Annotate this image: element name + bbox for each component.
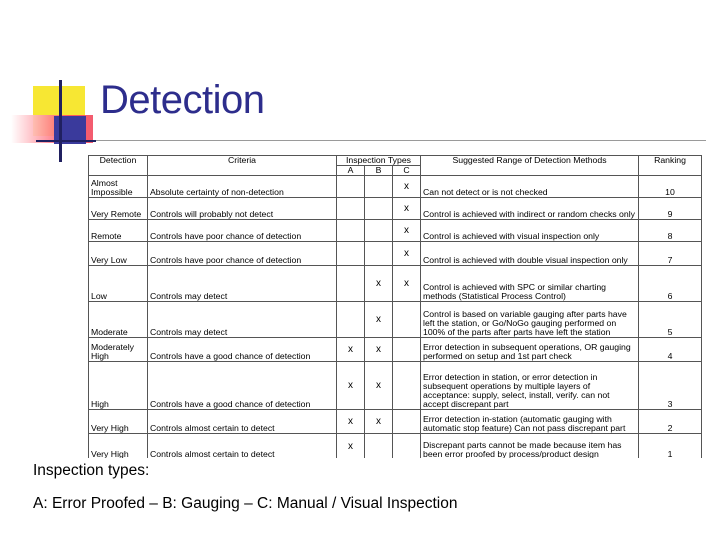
header-type-a: A (337, 166, 365, 176)
cell-type-b: x (365, 362, 393, 410)
cell-criteria: Controls have a good chance of detection (148, 362, 337, 410)
cell-detection: Very Remote (89, 198, 148, 220)
cell-rank: 9 (639, 198, 702, 220)
cell-type-a (337, 242, 365, 266)
table-row (89, 302, 702, 338)
table-row (89, 266, 702, 302)
cell-type-a: x (337, 338, 365, 362)
cell-type-b (365, 242, 393, 266)
cell-type-a (337, 302, 365, 338)
table-row (89, 338, 702, 362)
header-detection: Detection (89, 156, 148, 176)
cell-criteria: Controls almost certain to detect (148, 410, 337, 434)
cell-type-a (337, 266, 365, 302)
cell-method: Control is achieved with indirect or random checks only (421, 198, 639, 220)
cell-detection: Almost Impossible (89, 176, 148, 198)
cell-type-a: x (337, 410, 365, 434)
cell-criteria: Controls have poor chance of detection (148, 242, 337, 266)
cell-type-a: x (337, 362, 365, 410)
cell-method: Error detection in station, or error detection in subsequent operations by multiple layers of acceptance: supply, select, install, verify. can not accept discrepant part (421, 362, 639, 410)
table-body (89, 176, 702, 460)
cell-method: Control is achieved with visual inspection only (421, 220, 639, 242)
cell-rank: 8 (639, 220, 702, 242)
title-underline (36, 140, 706, 141)
cell-type-a: x (337, 434, 365, 460)
cell-detection: Low (89, 266, 148, 302)
cell-type-c (393, 362, 421, 410)
cell-type-b: x (365, 410, 393, 434)
cell-rank: 6 (639, 266, 702, 302)
cell-rank: 3 (639, 362, 702, 410)
cell-detection: Remote (89, 220, 148, 242)
cell-criteria: Controls have poor chance of detection (148, 220, 337, 242)
cell-detection: Very High (89, 410, 148, 434)
cell-method: Discrepant parts cannot be made because item has been error proofed by process/product design (421, 434, 639, 460)
title-underline-accent (36, 140, 96, 142)
table-row (89, 434, 702, 460)
cell-rank: 10 (639, 176, 702, 198)
cell-rank: 7 (639, 242, 702, 266)
table-row (89, 198, 702, 220)
cell-type-b (365, 198, 393, 220)
cell-detection: Moderate (89, 302, 148, 338)
slide-title: Detection (100, 78, 265, 122)
cell-method: Can not detect or is not checked (421, 176, 639, 198)
cell-type-b (365, 434, 393, 460)
inspection-types-legend: A: Error Proofed – B: Gauging – C: Manual / Visual Inspection (33, 495, 458, 512)
cell-type-c: x (393, 242, 421, 266)
cell-type-b (365, 176, 393, 198)
cell-criteria: Absolute certainty of non-detection (148, 176, 337, 198)
header-criteria: Criteria (148, 156, 337, 176)
cell-type-c (393, 410, 421, 434)
table-row (89, 410, 702, 434)
cell-type-b (365, 220, 393, 242)
cell-criteria: Controls will probably not detect (148, 198, 337, 220)
cell-criteria: Controls may detect (148, 266, 337, 302)
table-row (89, 242, 702, 266)
cell-type-c (393, 302, 421, 338)
table-row (89, 176, 702, 198)
cell-rank: 2 (639, 410, 702, 434)
cell-method: Error detection in subsequent operations, OR gauging performed on setup and 1st part check (421, 338, 639, 362)
cell-criteria: Controls have a good chance of detection (148, 338, 337, 362)
cell-detection: Very Low (89, 242, 148, 266)
table-row (89, 362, 702, 410)
cell-criteria: Controls almost certain to detect (148, 434, 337, 460)
cell-rank: 4 (639, 338, 702, 362)
header-type-b: B (365, 166, 393, 176)
cell-detection: Very High (89, 434, 148, 460)
header-inspection-types: Inspection Types (337, 156, 421, 166)
cell-type-a (337, 176, 365, 198)
cell-method: Control is achieved with SPC or similar charting methods (Statistical Process Control) (421, 266, 639, 302)
cell-rank: 5 (639, 302, 702, 338)
cell-detection: High (89, 362, 148, 410)
header-type-c: C (393, 166, 421, 176)
cell-method: Control is based on variable gauging after parts have left the station, or Go/NoGo gauging performed on 100% of the parts after parts have left the station (421, 302, 639, 338)
header-ranking: Ranking (639, 156, 702, 176)
inspection-types-label: Inspection types: (33, 462, 150, 479)
cell-type-c: x (393, 198, 421, 220)
cell-method: Error detection in-station (automatic gauging with automatic stop feature) Can not pass discrepant part (421, 410, 639, 434)
cell-type-c: x (393, 220, 421, 242)
detection-table (88, 155, 702, 460)
cell-type-c (393, 434, 421, 460)
cell-type-c: x (393, 266, 421, 302)
cell-type-c: x (393, 176, 421, 198)
cell-method: Control is achieved with double visual inspection only (421, 242, 639, 266)
table-row (89, 220, 702, 242)
header-methods: Suggested Range of Detection Methods (421, 156, 639, 176)
cell-criteria: Controls may detect (148, 302, 337, 338)
decor-vertical-line (59, 80, 62, 162)
cell-detection: Moderately High (89, 338, 148, 362)
cell-type-b: x (365, 302, 393, 338)
table-header-row (89, 156, 702, 166)
cell-type-a (337, 198, 365, 220)
cell-type-b: x (365, 338, 393, 362)
cell-type-c (393, 338, 421, 362)
cell-type-b: x (365, 266, 393, 302)
cell-rank: 1 (639, 434, 702, 460)
cell-type-a (337, 220, 365, 242)
